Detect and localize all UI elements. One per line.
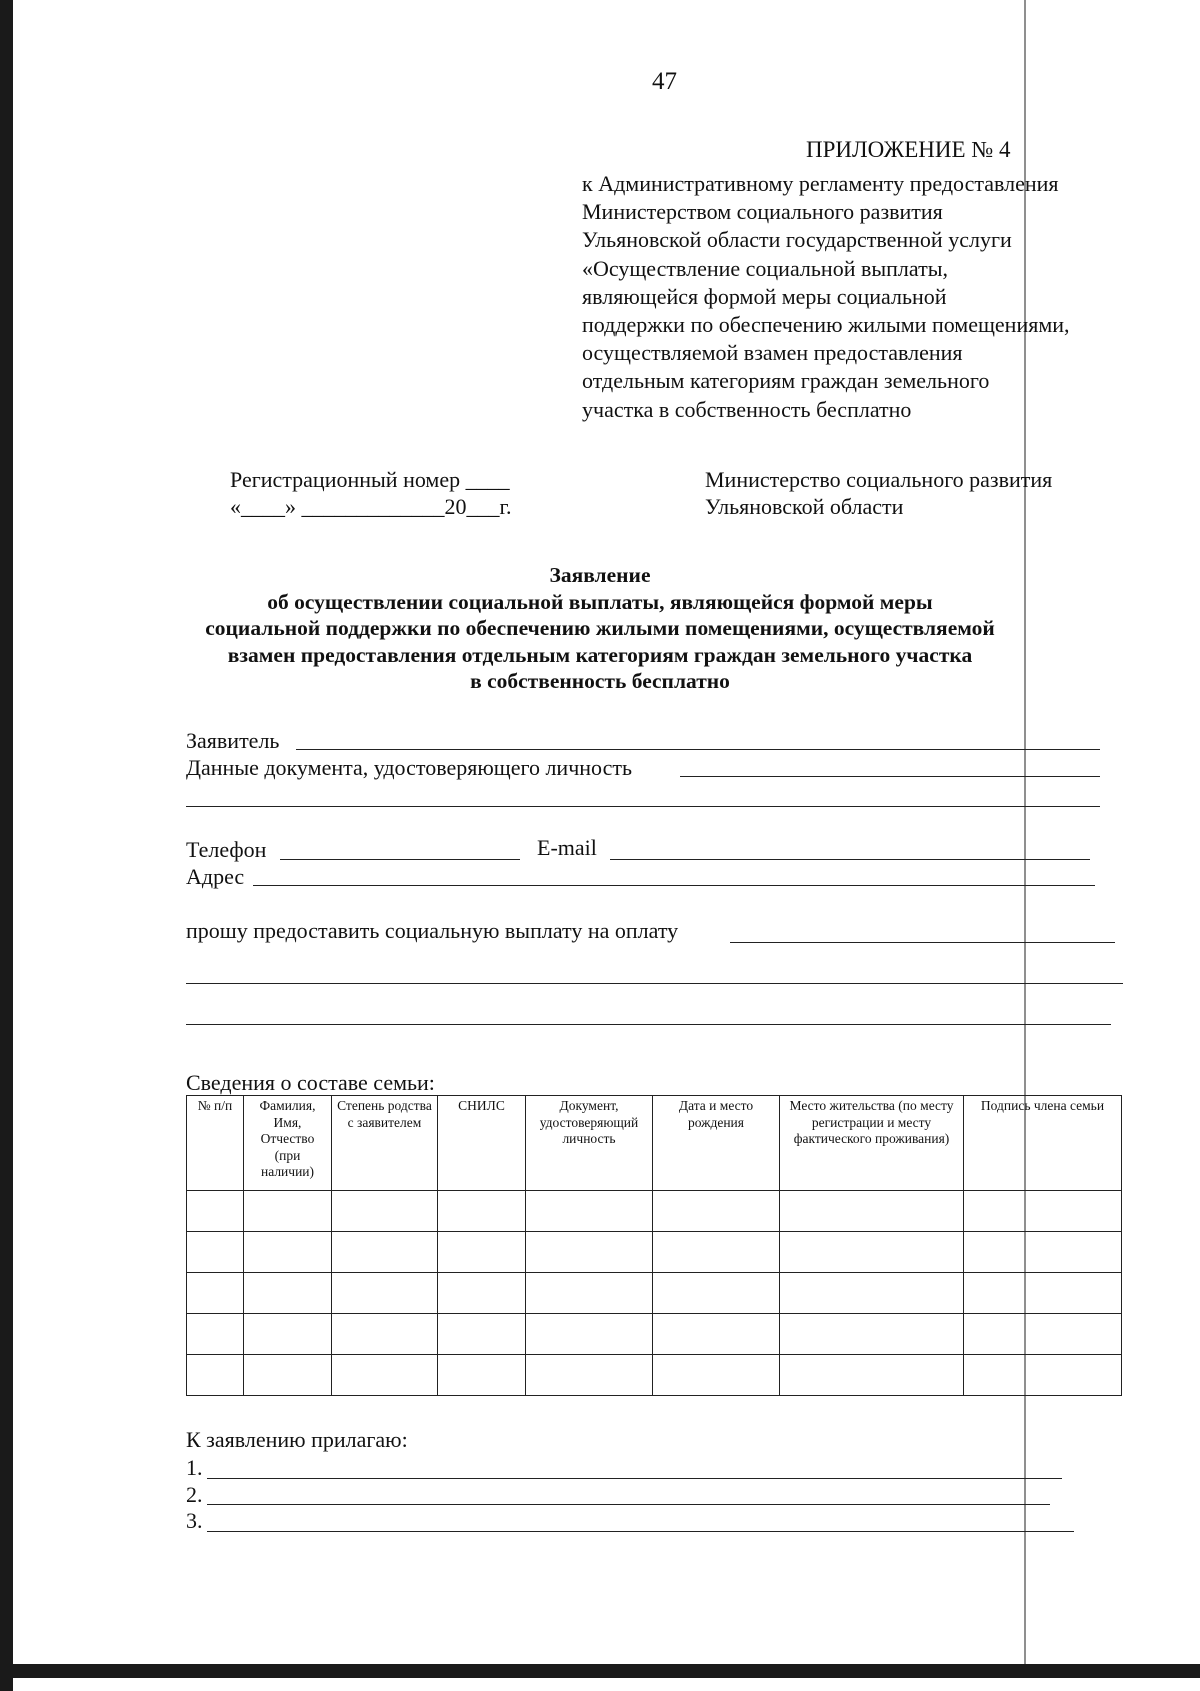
id-document-field-line2[interactable] xyxy=(186,806,1100,807)
table-cell[interactable] xyxy=(964,1314,1122,1355)
request-field-line3[interactable] xyxy=(186,1024,1111,1025)
registration-date: «____» _____________20___г. xyxy=(230,494,512,519)
request-label: прошу предоставить социальную выплату на оплату xyxy=(186,918,679,943)
table-row xyxy=(187,1314,1122,1355)
email-label: E-mail xyxy=(537,835,597,860)
attachments-caption: К заявлению прилагаю: xyxy=(186,1427,408,1452)
family-table-header xyxy=(187,1096,1122,1191)
table-cell[interactable] xyxy=(780,1314,964,1355)
request-field[interactable] xyxy=(730,942,1115,943)
table-cell[interactable] xyxy=(244,1273,332,1314)
table-cell[interactable] xyxy=(187,1191,244,1232)
table-cell[interactable] xyxy=(438,1314,526,1355)
table-cell[interactable] xyxy=(332,1314,438,1355)
heading-line: социальной поддержки по обеспечению жилыми помещениями, осуществляемой xyxy=(205,616,995,640)
applicant-field[interactable] xyxy=(296,749,1100,750)
table-cell[interactable] xyxy=(653,1273,780,1314)
heading-line: в собственность бесплатно xyxy=(470,669,730,693)
table-cell[interactable] xyxy=(187,1314,244,1355)
table-cell[interactable] xyxy=(438,1273,526,1314)
heading-title: Заявление xyxy=(549,563,651,587)
table-cell[interactable] xyxy=(187,1355,244,1396)
table-cell[interactable] xyxy=(526,1191,653,1232)
family-caption: Сведения о составе семьи: xyxy=(186,1070,435,1095)
address-label: Адрес xyxy=(186,864,245,889)
addressee-line: Ульяновской области xyxy=(705,494,904,519)
table-cell[interactable] xyxy=(653,1232,780,1273)
table-row xyxy=(187,1191,1122,1232)
col-number: № п/п xyxy=(187,1096,244,1191)
appendix-line: Ульяновской области государственной услуги xyxy=(582,227,1012,253)
addressee-block xyxy=(705,466,1052,520)
appendix-line: отдельным категориям граждан земельного xyxy=(582,368,990,394)
addressee-line: Министерство социального развития xyxy=(705,467,1053,492)
appendix-text xyxy=(582,170,1070,424)
id-document-label: Данные документа, удостоверяющего личность xyxy=(186,755,633,780)
table-cell[interactable] xyxy=(332,1232,438,1273)
table-cell[interactable] xyxy=(332,1191,438,1232)
table-cell[interactable] xyxy=(526,1355,653,1396)
attachment-field-2[interactable] xyxy=(207,1504,1050,1505)
table-cell[interactable] xyxy=(964,1355,1122,1396)
appendix-line: участка в собственность бесплатно xyxy=(582,396,912,422)
applicant-label: Заявитель xyxy=(186,728,280,753)
appendix-title: ПРИЛОЖЕНИЕ № 4 xyxy=(806,137,1011,162)
col-full-name: Фамилия, Имя, Отчество (при наличии) xyxy=(244,1096,332,1191)
table-row xyxy=(187,1232,1122,1273)
phone-field[interactable] xyxy=(280,859,520,860)
table-cell[interactable] xyxy=(244,1314,332,1355)
document-heading xyxy=(160,562,1040,695)
address-field[interactable] xyxy=(253,885,1095,886)
table-cell[interactable] xyxy=(653,1355,780,1396)
col-snils: СНИЛС xyxy=(438,1096,526,1191)
col-relation: Степень родства с заявителем xyxy=(332,1096,438,1191)
table-cell[interactable] xyxy=(438,1355,526,1396)
col-signature: Подпись члена семьи xyxy=(964,1096,1122,1191)
scan-border-left xyxy=(0,0,13,1691)
attachment-field-3[interactable] xyxy=(207,1531,1074,1532)
appendix-line: осуществляемой взамен предоставления xyxy=(582,340,963,366)
col-birth: Дата и место рождения xyxy=(653,1096,780,1191)
table-cell[interactable] xyxy=(332,1273,438,1314)
table-cell[interactable] xyxy=(964,1273,1122,1314)
table-cell[interactable] xyxy=(438,1191,526,1232)
request-field-line2[interactable] xyxy=(186,983,1123,984)
heading-line: об осуществлении социальной выплаты, являющейся формой меры xyxy=(267,589,933,614)
col-id-document: Документ, удостоверяющий личность xyxy=(526,1096,653,1191)
table-cell[interactable] xyxy=(964,1232,1122,1273)
table-cell[interactable] xyxy=(244,1191,332,1232)
table-cell[interactable] xyxy=(187,1232,244,1273)
table-cell[interactable] xyxy=(653,1191,780,1232)
appendix-line: «Осуществление социальной выплаты, xyxy=(582,255,948,281)
table-cell[interactable] xyxy=(780,1191,964,1232)
heading-line: взамен предоставления отдельным категориям граждан земельного участка xyxy=(227,642,973,667)
attachment-field-1[interactable] xyxy=(207,1478,1062,1479)
appendix-line: являющейся формой меры социальной xyxy=(582,283,947,309)
attachment-number: 3. xyxy=(186,1508,203,1533)
table-cell[interactable] xyxy=(780,1355,964,1396)
page-number: 47 xyxy=(652,68,677,95)
appendix-line: к Административному регламенту предоставления xyxy=(582,171,1059,196)
table-cell[interactable] xyxy=(244,1232,332,1273)
table-cell[interactable] xyxy=(526,1314,653,1355)
table-row xyxy=(187,1355,1122,1396)
table-row xyxy=(187,1273,1122,1314)
scan-border-bottom xyxy=(0,1664,1200,1678)
id-document-field[interactable] xyxy=(680,776,1100,777)
table-cell[interactable] xyxy=(526,1232,653,1273)
attachment-number: 1. xyxy=(186,1455,203,1480)
registration-number: Регистрационный номер ____ xyxy=(230,467,510,492)
family-table xyxy=(186,1095,1122,1396)
table-cell[interactable] xyxy=(526,1273,653,1314)
table-cell[interactable] xyxy=(244,1355,332,1396)
appendix-line: поддержки по обеспечению жилыми помещениями, xyxy=(582,312,1070,338)
table-cell[interactable] xyxy=(780,1232,964,1273)
table-cell[interactable] xyxy=(964,1191,1122,1232)
table-cell[interactable] xyxy=(438,1232,526,1273)
appendix-line: Министерством социального развития xyxy=(582,199,943,225)
email-field[interactable] xyxy=(610,859,1090,860)
table-cell[interactable] xyxy=(780,1273,964,1314)
table-cell[interactable] xyxy=(653,1314,780,1355)
col-residence: Место жительства (по месту регистрации и месту фактического проживания) xyxy=(780,1096,964,1191)
table-cell[interactable] xyxy=(332,1355,438,1396)
table-cell[interactable] xyxy=(187,1273,244,1314)
phone-label: Телефон xyxy=(186,837,267,862)
attachment-number: 2. xyxy=(186,1482,203,1507)
registration-block xyxy=(230,466,512,520)
